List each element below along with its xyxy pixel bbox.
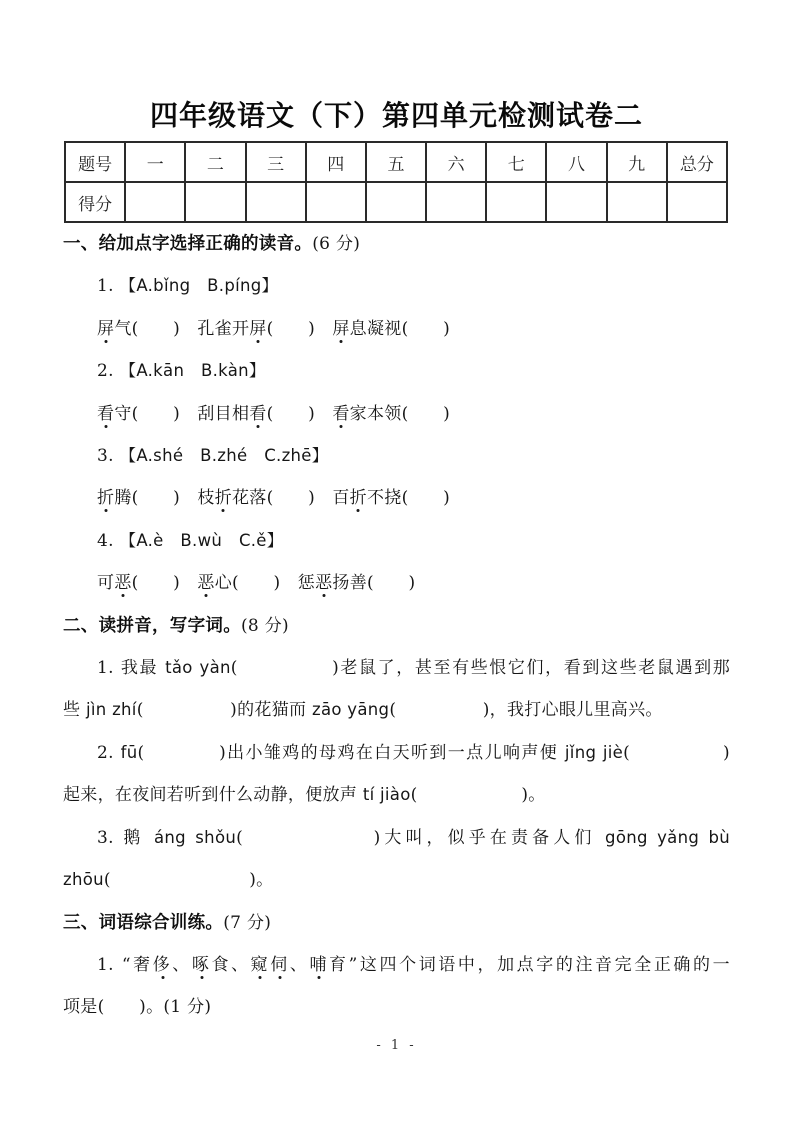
table-cell: 七 xyxy=(486,142,546,182)
q3-words-line: 折腾( ) 枝折花落( ) 百折不挠( ) xyxy=(97,488,451,509)
table-cell: 五 xyxy=(366,142,426,182)
q3-pinyin-options-line: 3. 【A.shé B.zhé C.zhē】 xyxy=(97,446,329,467)
emphasis-dotted-char: 恶 xyxy=(315,573,333,594)
emphasis-dotted-char: 侈 xyxy=(152,954,173,975)
empty-score-cell xyxy=(426,182,486,222)
score-table-header-row xyxy=(65,142,727,182)
table-cell: 九 xyxy=(607,142,667,182)
emphasis-dotted-char: 折 xyxy=(349,488,367,509)
section-1-heading-label: 一、给加点字选择正确的读音。 xyxy=(63,234,313,254)
s2-item3-line2: zhōu( )。 xyxy=(63,870,274,891)
table-cell: 二 xyxy=(185,142,245,182)
page-title: 四年级语文（下）第四单元检测试卷二 xyxy=(149,99,643,132)
empty-score-cell xyxy=(546,182,606,222)
section-1-heading xyxy=(63,223,730,265)
empty-score-cell xyxy=(366,182,426,222)
section-2-heading xyxy=(63,605,730,647)
section-2-heading-label: 二、读拼音，写字词。 xyxy=(63,615,241,636)
emphasis-dotted-char: 屏 xyxy=(332,318,350,339)
emphasis-dotted-char: 屏 xyxy=(249,318,267,339)
empty-score-cell xyxy=(125,182,185,222)
emphasis-dotted-char: 恶 xyxy=(114,573,132,594)
score-table-score-row xyxy=(65,182,727,222)
s2-item3-line1: 3. 鹅 áng shǒu( )大叫，似乎在责备人们 gōng yǎng bù xyxy=(97,827,731,848)
table-cell: 一 xyxy=(125,142,185,182)
emphasis-dotted-char: 看 xyxy=(97,403,115,424)
table-cell: 三 xyxy=(246,142,306,182)
table-cell: 四 xyxy=(306,142,366,182)
emphasis-dotted-char: 哺 xyxy=(309,954,330,975)
q2-words-line: 看守( ) 刮目相看( ) 看家本领( ) xyxy=(97,403,451,424)
emphasis-dotted-char: 伺 xyxy=(270,954,290,975)
q1-pinyin-options-line: 1. 【A.bǐng B.píng】 xyxy=(97,276,279,297)
empty-score-cell xyxy=(607,182,667,222)
q4-words-line: 可恶( ) 恶心( ) 惩恶扬善( ) xyxy=(97,573,416,594)
emphasis-dotted-char: 折 xyxy=(97,488,115,509)
question-number-label-cell: 题号 xyxy=(65,142,125,182)
table-cell: 六 xyxy=(426,142,486,182)
score-label-cell: 得分 xyxy=(65,182,125,222)
empty-score-cell xyxy=(667,182,727,222)
s3-item1-line1: 1. “奢侈、啄食、窥伺、哺育”这四个词语中，加点字的注音完全正确的一 xyxy=(97,954,730,975)
q1-words-line: 屏气( ) 孔雀开屏( ) 屏息凝视( ) xyxy=(97,318,451,339)
score-table xyxy=(64,141,728,223)
s2-item1-line2: 些 jìn zhí( )的花猫而 zāo yāng( )，我打心眼儿里高兴。 xyxy=(63,700,663,721)
paper-body xyxy=(63,223,730,1029)
s2-item2-line2: 起来，在夜间若听到什么动静，便放声 tí jiào( )。 xyxy=(63,785,546,806)
s3-item1-line2: 项是( )。(1 分) xyxy=(63,997,212,1018)
empty-score-cell xyxy=(185,182,245,222)
section-1-heading-score: (6 分) xyxy=(312,234,361,254)
table-cell: 总分 xyxy=(667,142,727,182)
section-3-heading-label: 三、词语综合训练。 xyxy=(63,912,224,933)
page-number: - 1 - xyxy=(376,1038,417,1053)
q2-pinyin-options-line: 2. 【A.kān B.kàn】 xyxy=(97,361,266,382)
s2-item1-line1: 1. 我最 tǎo yàn( )老鼠了，甚至有些恨它们，看到这些老鼠遇到那 xyxy=(97,658,731,679)
empty-score-cell xyxy=(246,182,306,222)
emphasis-dotted-char: 窥 xyxy=(250,954,271,975)
empty-score-cell xyxy=(306,182,366,222)
s2-item2-line1: 2. fū( )出小雏鸡的母鸡在白天听到一点儿响声便 jǐng jiè( ) xyxy=(97,742,730,763)
emphasis-dotted-char: 屏 xyxy=(97,318,115,339)
emphasis-dotted-char: 看 xyxy=(332,403,350,424)
emphasis-dotted-char: 恶 xyxy=(197,573,215,594)
section-2-heading-score: (8 分) xyxy=(241,615,289,636)
empty-score-cell xyxy=(486,182,546,222)
emphasis-dotted-char: 看 xyxy=(249,403,267,424)
table-cell: 八 xyxy=(546,142,606,182)
emphasis-dotted-char: 啄 xyxy=(191,954,212,975)
section-3-heading xyxy=(63,902,730,944)
section-3-heading-score: (7 分) xyxy=(223,912,272,933)
q4-pinyin-options-line: 4. 【A.è B.wù C.ě】 xyxy=(97,530,284,551)
emphasis-dotted-char: 折 xyxy=(214,488,232,509)
